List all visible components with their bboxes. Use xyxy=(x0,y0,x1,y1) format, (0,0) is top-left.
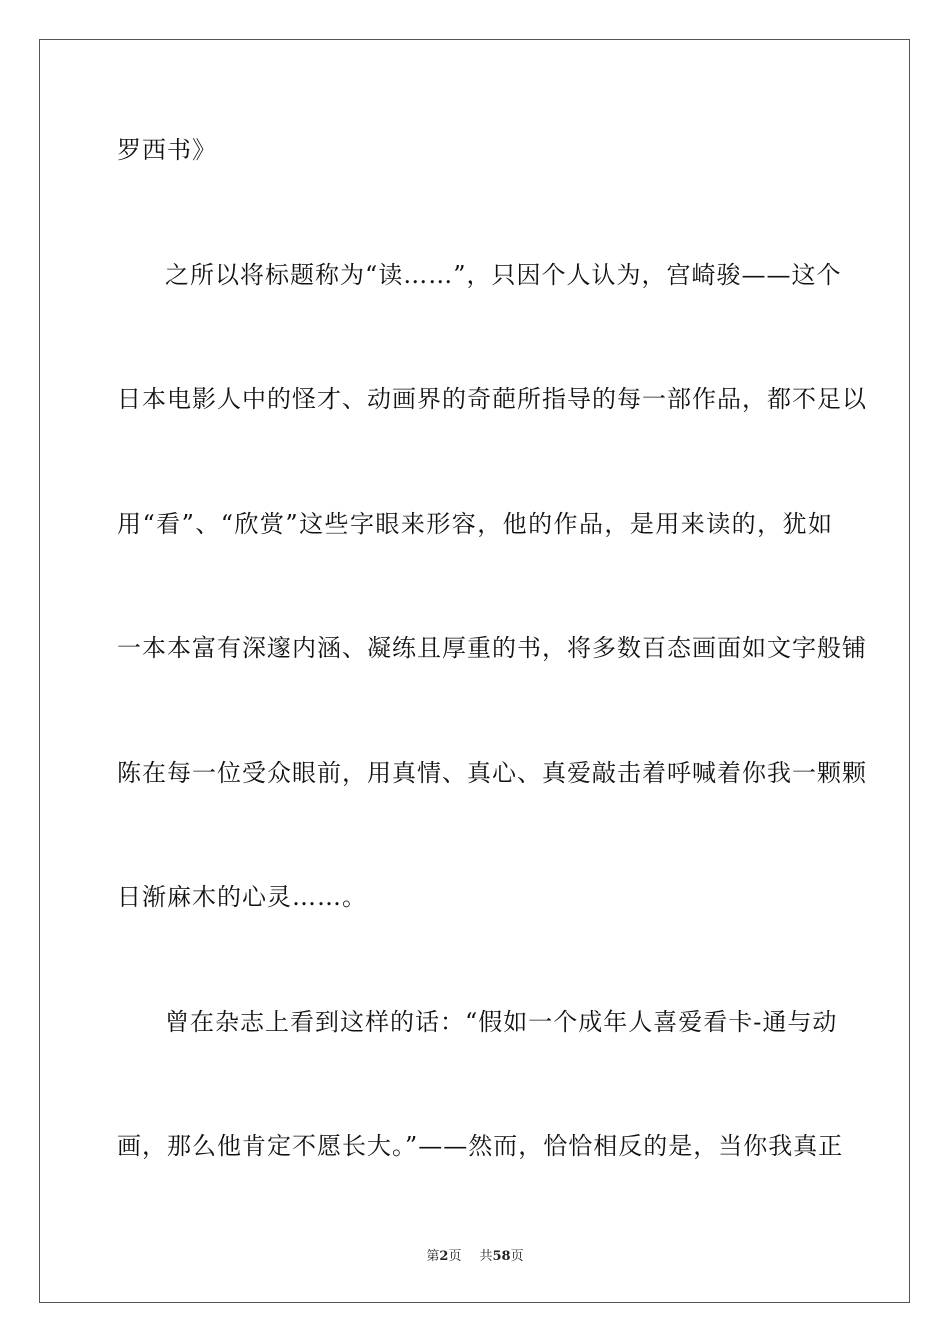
text-line-6: 陈在每一位受众眼前，用真情、真心、真爱敲击着呼喊着你我一颗颗 xyxy=(117,759,867,787)
text-line-3: 日本电影人中的怪才、动画界的奇葩所指导的每一部作品，都不足以 xyxy=(117,385,867,413)
text-line-4: 用“看”、“欣赏”这些字眼来形容，他的作品，是用来读的，犹如 xyxy=(117,510,833,538)
page-border xyxy=(39,39,910,1303)
page-footer xyxy=(0,1248,950,1266)
text-line-8: 曾在杂志上看到这样的话：“假如一个成年人喜爱看卡-通与动 xyxy=(165,1008,838,1036)
text-line-7: 日渐麻木的心灵……。 xyxy=(117,883,367,911)
page-total-label: 共58页 xyxy=(479,1249,524,1264)
text-line-5: 一本本富有深邃内涵、凝练且厚重的书，将多数百态画面如文字般铺 xyxy=(117,634,867,662)
page-number-label: 第2页 xyxy=(426,1249,462,1264)
text-line-9: 画，那么他肯定不愿长大。”——然而，恰恰相反的是，当你我真正 xyxy=(117,1132,844,1160)
text-line-2: 之所以将标题称为“读……”，只因个人认为，宫崎骏——这个 xyxy=(165,261,842,289)
text-line-1: 罗西书》 xyxy=(117,136,217,164)
